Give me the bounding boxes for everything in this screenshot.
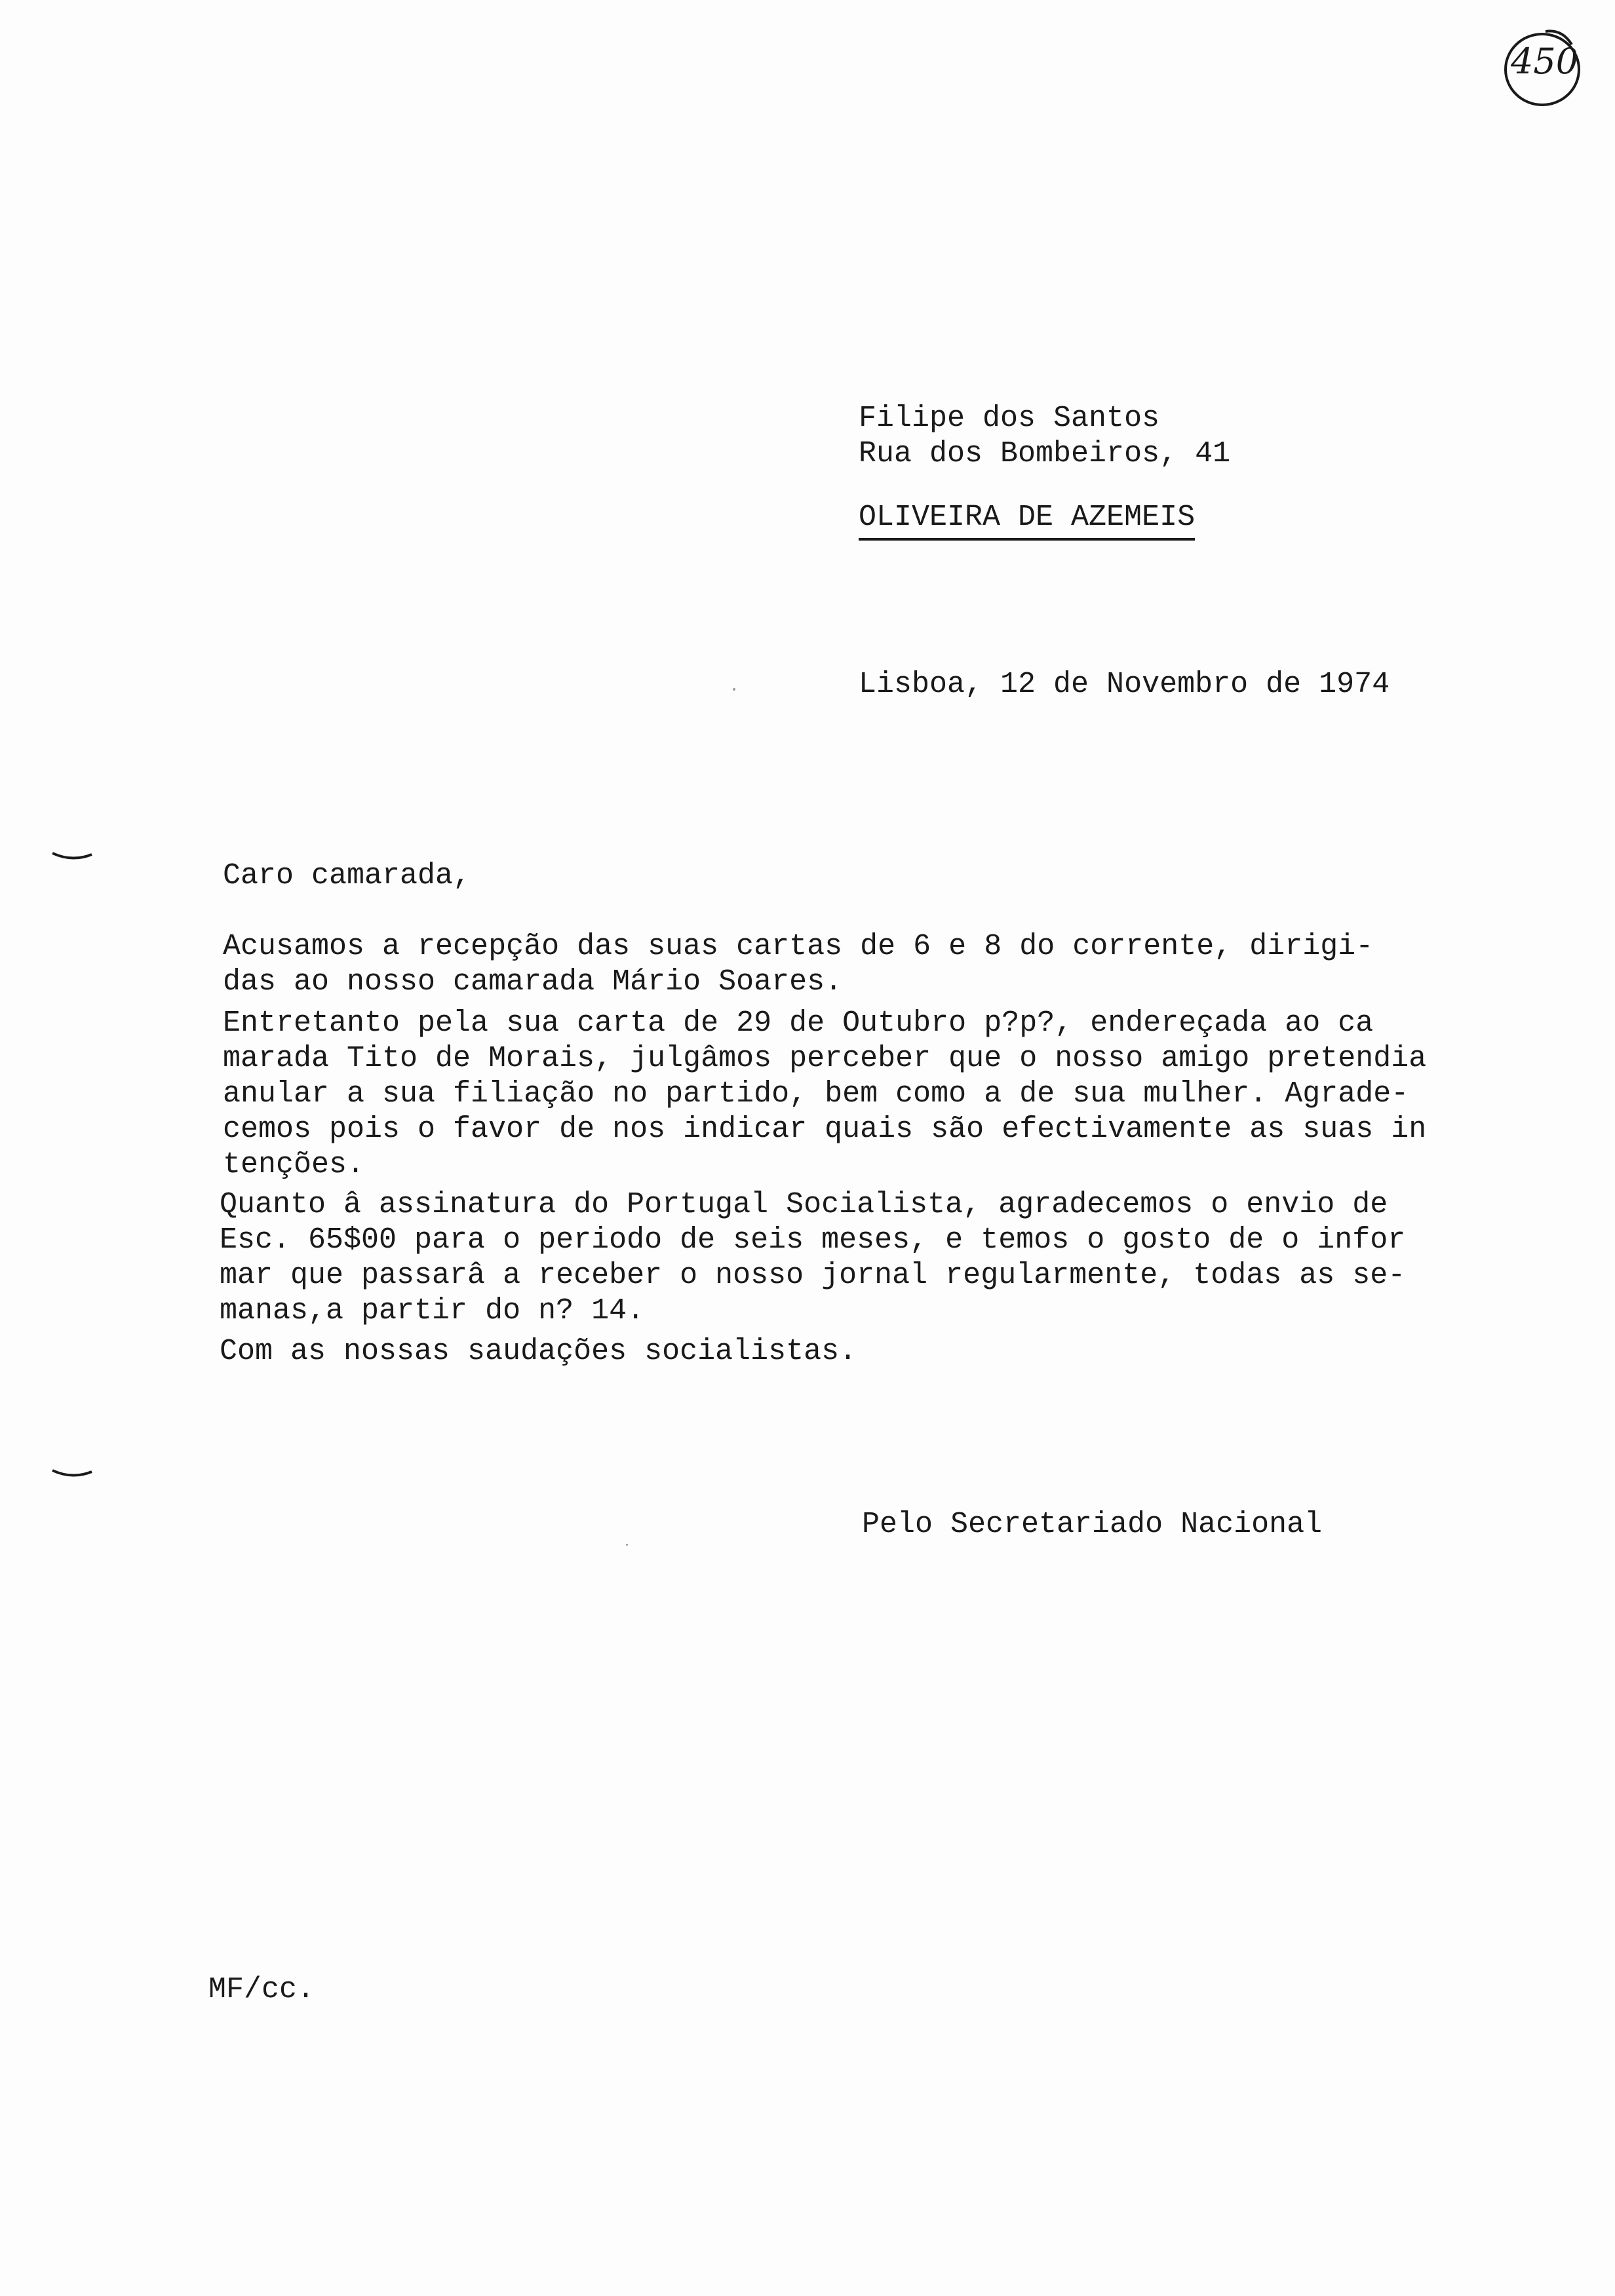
punch-hole-mark: [51, 1468, 93, 1480]
paragraph-line: Entretanto pela sua carta de 29 de Outubro p?p?, endereçada ao ca: [223, 1006, 1374, 1040]
paragraph-line: Esc. 65$00 para o periodo de seis meses, e temos o gosto de o infor: [220, 1223, 1406, 1257]
recipient-street: Rua dos Bombeiros, 41: [859, 437, 1231, 470]
body-paragraph-2: [223, 1006, 1426, 1183]
paragraph-line: manas,a partir do n? 14.: [220, 1294, 645, 1328]
paragraph-line: anular a sua filiação no partido, bem como a de sua mulher. Agrade-: [223, 1077, 1409, 1111]
paragraph-line: tenções.: [223, 1148, 365, 1181]
date-line: Lisboa, 12 de Novembro de 1974: [859, 668, 1390, 701]
closing-line: Com as nossas saudações socialistas.: [220, 1335, 857, 1368]
body-paragraph-3: [220, 1187, 1405, 1329]
recipient-address: [859, 401, 1230, 472]
recipient-city: OLIVEIRA DE AZEMEIS: [859, 500, 1195, 541]
paragraph-line: cemos pois o favor de nos indicar quais são efectivamente as suas in: [223, 1113, 1427, 1146]
paragraph-line: das ao nosso camarada Mário Soares.: [223, 965, 843, 999]
punch-hole-mark: [51, 851, 93, 862]
recipient-name: Filipe dos Santos: [859, 402, 1160, 435]
signature-line: Pelo Secretariado Nacional: [862, 1508, 1323, 1541]
body-paragraph-1: [223, 929, 1373, 1000]
paragraph-line: Quanto â assinatura do Portugal Socialista, agradecemos o envio de: [220, 1188, 1388, 1221]
scan-speck: [626, 1544, 628, 1546]
page-number-stamp: 450: [1511, 41, 1579, 82]
paragraph-line: marada Tito de Morais, julgâmos perceber que o nosso amigo pretendia: [223, 1042, 1427, 1075]
paragraph-line: mar que passarâ a receber o nosso jornal regularmente, todas as se-: [220, 1259, 1406, 1292]
paragraph-line: Acusamos a recepção das suas cartas de 6 e 8 do corrente, dirigi-: [223, 930, 1374, 963]
scan-speck: [733, 688, 735, 691]
reference-initials: MF/cc.: [208, 1973, 315, 2006]
salutation: Caro camarada,: [223, 859, 471, 892]
